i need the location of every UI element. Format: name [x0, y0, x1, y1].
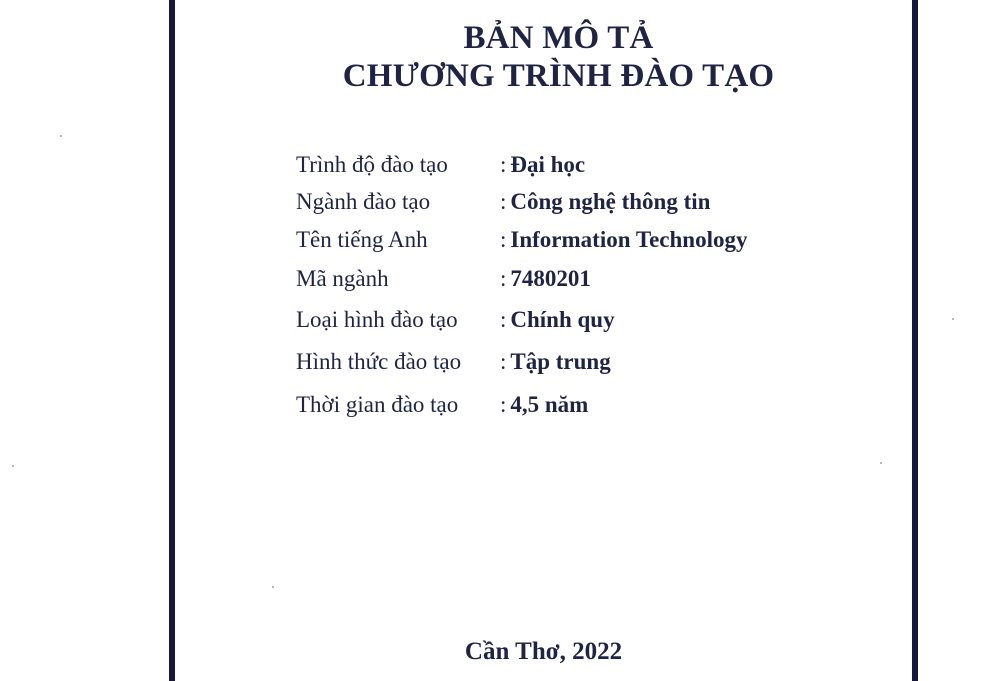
scan-speck	[952, 318, 954, 320]
scan-speck	[272, 586, 274, 588]
separator: :	[500, 227, 507, 252]
separator: :	[500, 392, 507, 417]
page-border-right	[912, 0, 918, 681]
info-label: Trình độ đào tạo	[296, 152, 448, 177]
info-label: Loại hình đào tạo	[296, 307, 458, 332]
document-title-line1: BẢN MÔ TẢ	[463, 20, 654, 56]
page-border-left	[169, 0, 175, 681]
separator: :	[500, 349, 507, 374]
separator: :	[500, 307, 507, 332]
info-value: : 7480201	[500, 266, 591, 291]
info-value: : Chính quy	[500, 307, 615, 332]
info-label: Ngành đào tạo	[296, 189, 431, 214]
info-value: : Tập trung	[500, 349, 611, 374]
info-value: : 4,5 năm	[500, 392, 589, 417]
document-title-line2: CHƯƠNG TRÌNH ĐÀO TẠO	[342, 58, 775, 94]
info-value: : Đại học	[500, 152, 586, 177]
info-label: Thời gian đào tạo	[296, 392, 459, 417]
scan-speck	[60, 135, 62, 137]
scan-speck	[12, 465, 14, 467]
info-label: Hình thức đào tạo	[296, 349, 462, 374]
info-label: Tên tiếng Anh	[296, 227, 428, 252]
info-value: : Công nghệ thông tin	[500, 189, 711, 214]
scan-speck	[880, 462, 882, 464]
separator: :	[500, 189, 507, 214]
info-label: Mã ngành	[296, 266, 389, 291]
info-value: : Information Technology	[500, 227, 748, 252]
place-date: Cần Thơ, 2022	[464, 638, 623, 665]
separator: :	[500, 266, 507, 291]
separator: :	[500, 152, 507, 177]
